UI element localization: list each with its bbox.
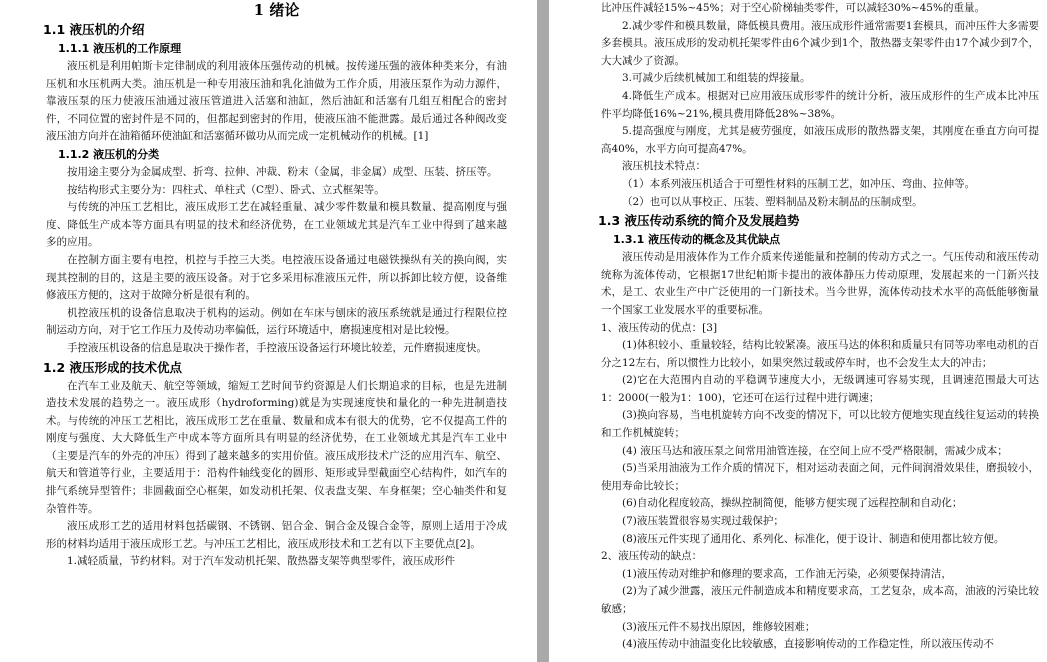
section-heading-1-1: 1.1 液压机的介绍 [43,22,145,37]
paragraph: 在控制方面主要有电控，机控与手控三大类。电控液压设备通过电磁铁操纵有关的换向阀，实现其控制的目的，这是主要的液压设备。对于它多采用标准液压元件，所以拆卸比较方便，设备维修液压方便的，这对于故障分析是很有利的。 [46,253,507,302]
paragraph: 机控液压机的设备信息取决于机构的运动。例如在车床与刨床的液压系统就是通过行程限位控制运动方向，对于它工作压力及传动功率偏低，运行环境适中，磨损速度相对是比较慢。 [46,306,507,337]
paragraph: (4) 液压马达和液压泵之间常用油管连接，在空间上应不受严格限制，需减少成本； [622,444,1008,457]
chapter-title: 1 绪论 [253,1,300,19]
paragraph: （2）也可以从事校正、压装、塑料制品及粉末制品的压制成型。 [622,195,923,208]
paragraph: 在汽车工业及航天、航空等领域，缩短工艺时间节约资源是人们长期追求的目标，也是先进制造技术发展的趋势之一。液压成形（hydroforming)就是为实现速度快和量化的一种先进制造技术。与传统的冲压工艺相比，液压成形工艺在重量、数量和成本有很大的优势，它不仅提高工件的刚度与强度、大大降低生产中成本等方面所具有明显的经济优势，在工业领域尤其是汽车工业中（主要是汽车的外壳的冲压）得到了越来越多的实用价值。液压成形技术广泛的应用汽车、航空、航天和管道等行业，主要适用于：沿构件轴线变化的圆形、矩形或异型截面空心结构件，如汽车的排气系统异型管件；非圆截面空心框架，如发动机托架、仪表盘支架、车身框架；空心轴类件和复杂管件等。 [46,379,507,515]
paragraph: (3)换向容易，当电机旋转方向不改变的情况下，可以比较方便地实现直线往复运动的转换和工作机械旋转； [601,409,1039,440]
paragraph: (8)液压元件实现了通用化、系列化、标准化，便于设计、制造和使用都比较方便。 [622,532,1005,545]
paragraph: 5.提高强度与刚度，尤其是疲劳强度，如液压成形的散热器支架，其刚度在垂直方向可提高40%，水平方向可提高47%。 [601,125,1039,155]
subsection-heading-1-3-1: 1.3.1 液压传动的概念及其优缺点 [613,233,781,247]
paragraph: 2.减少零件和模具数量，降低模具费用。液压成形件通常需要1套模具，而冲压件大多需要多套模具。液压成形的发动机托架零件由6个减少到1个，散热器支架零件由17个减少到7个，大大减少了资源。 [601,19,1039,67]
paragraph: (5)当采用油液为工作介质的情况下，相对运动表面之间，元件间润滑效果佳，磨损较小，使用寿命比较长； [601,462,1039,492]
paragraph: 液压机技术特点： [622,160,706,173]
paragraph: 4.降低生产成本。根据对已应用液压成形零件的统计分析，液压成形件的生产成本比冲压件平均降低16%~21%,模具费用降低28%~38%。 [601,89,1039,120]
paragraph: 与传统的冲压工艺相比，液压成形工艺在减轻重量、减少零件数量和模具数量、提高刚度与强度、降低生产成本等方面具有明显的技术和经济优势，在工业领域尤其是汽车工业中得到了越来越多的应用。 [46,201,507,249]
paragraph: 1、液压传动的优点：[3] [601,321,718,334]
paragraph: (3)液压元件不易找出原因，维修较困难； [622,620,816,633]
paragraph: (4)液压传动中油温变化比较敏感，直接影响传动的工作稳定性，所以液压传动不 [622,638,994,651]
section-heading-1-2: 1.2 液压形成的技术优点 [43,359,182,375]
paragraph: 液压机是利用帕斯卡定律制成的利用液体压强传动的机械。按传递压强的液体种类来分，有油压机和水压机两大类。油压机是一种专用液压油和乳化油做为工作介质，用液压泵作为动力源件，靠液压泵的压力使液压油通过液压管道进入活塞和油缸，然后油缸和活塞有几组互相配合的密封件，不同位置的密封件是不同的，但都起到密封的作用，使液压油不能泄露。最后通过各种阀改变液压油方向并在油箱循环使油缸和活塞循环做功从而完成一定机械动作的机械。[1] [46,60,507,143]
section-heading-1-3: 1.3 液压传动系统的简介及发展趋势 [598,213,800,229]
paragraph: (2)它在大范围内自动的平稳调节速度大小，无级调速可容易实现，且调速范围最大可达1：2000(一般为1：100)，它还可在运行过程中进行调速； [601,374,1039,404]
paragraph: 1.减轻质量，节约材料。对于汽车发动机托架、散热器支架等典型零件，液压成形件 [67,555,456,568]
paragraph: (6)自动化程度较高，操纵控制简便，能够方便实现了远程控制和自动化； [622,497,963,510]
subsection-heading-1-1-1: 1.1.1 液压机的工作原理 [58,42,182,55]
paragraph: 3.可减少后续机械加工和组装的焊接量。 [622,72,811,85]
paragraph: (1)液压传动对维护和修理的要求高，工作油无污染，必须要保持清洁， [622,567,952,580]
paragraph: （1）本系列液压机适合于可塑性材料的压制工艺，如冲压、弯曲、拉伸等。 [622,177,976,190]
paragraph: 手控液压机设备的信息是取决于操作者，手控液压设备运行环境比较差，元件磨损速度快。 [67,341,487,354]
paragraph: 液压传动是用液体作为工作介质来传递能量和控制的传动方式之一。气压传动和液压传动统称为流体传动，它根据17世纪帕斯卡提出的液体静压力传动原理，发展起来的一门新兴技术，是工、农业生产中广泛使用的一门新技术。当今世界，流体传动技术水平的高低能够衡量一个国家工业发展水平的重要标准。 [601,251,1039,316]
paragraph: (1)体积较小、重量较轻，结构比较紧凑。液压马达的体积和质量只有同等功率电动机的百分之12左右，所以惯性力比较小，如果突然过载或停车时，也不会发生太大的冲击； [601,339,1039,369]
paragraph: (2)为了减少泄露，液压元件制造成本和精度要求高，工艺复杂，成本高，油液的污染比较敏感； [601,585,1039,615]
paragraph: 按结构形式主要分为：四柱式、单柱式（C型）、卧式、立式框架等。 [67,183,385,196]
document-page-right [549,0,1047,662]
subsection-heading-1-1-2: 1.1.2 液压机的分类 [58,147,160,161]
paragraph: 比冲压件减轻15%~45%；对于空心阶梯轴类零件，可以减轻30%~45%的重量。 [601,2,985,14]
paragraph: 液压成形工艺的适用材料包括碳钢、不锈钢、铝合金、铜合金及镍合金等，原则上适用于冷成形的材料均适用于液压成形工艺。与冲压工艺相比，液压成形技术和工艺有以下主要优点[2]。 [46,520,507,550]
paragraph: (7)液压装置很容易实现过载保护； [622,515,784,528]
paragraph: 2、液压传动的缺点： [601,550,703,563]
paragraph: 按用途主要分为金属成型、折弯、拉伸、冲裁、粉末（金属，非金属）成型、压装、挤压等。 [67,165,498,178]
